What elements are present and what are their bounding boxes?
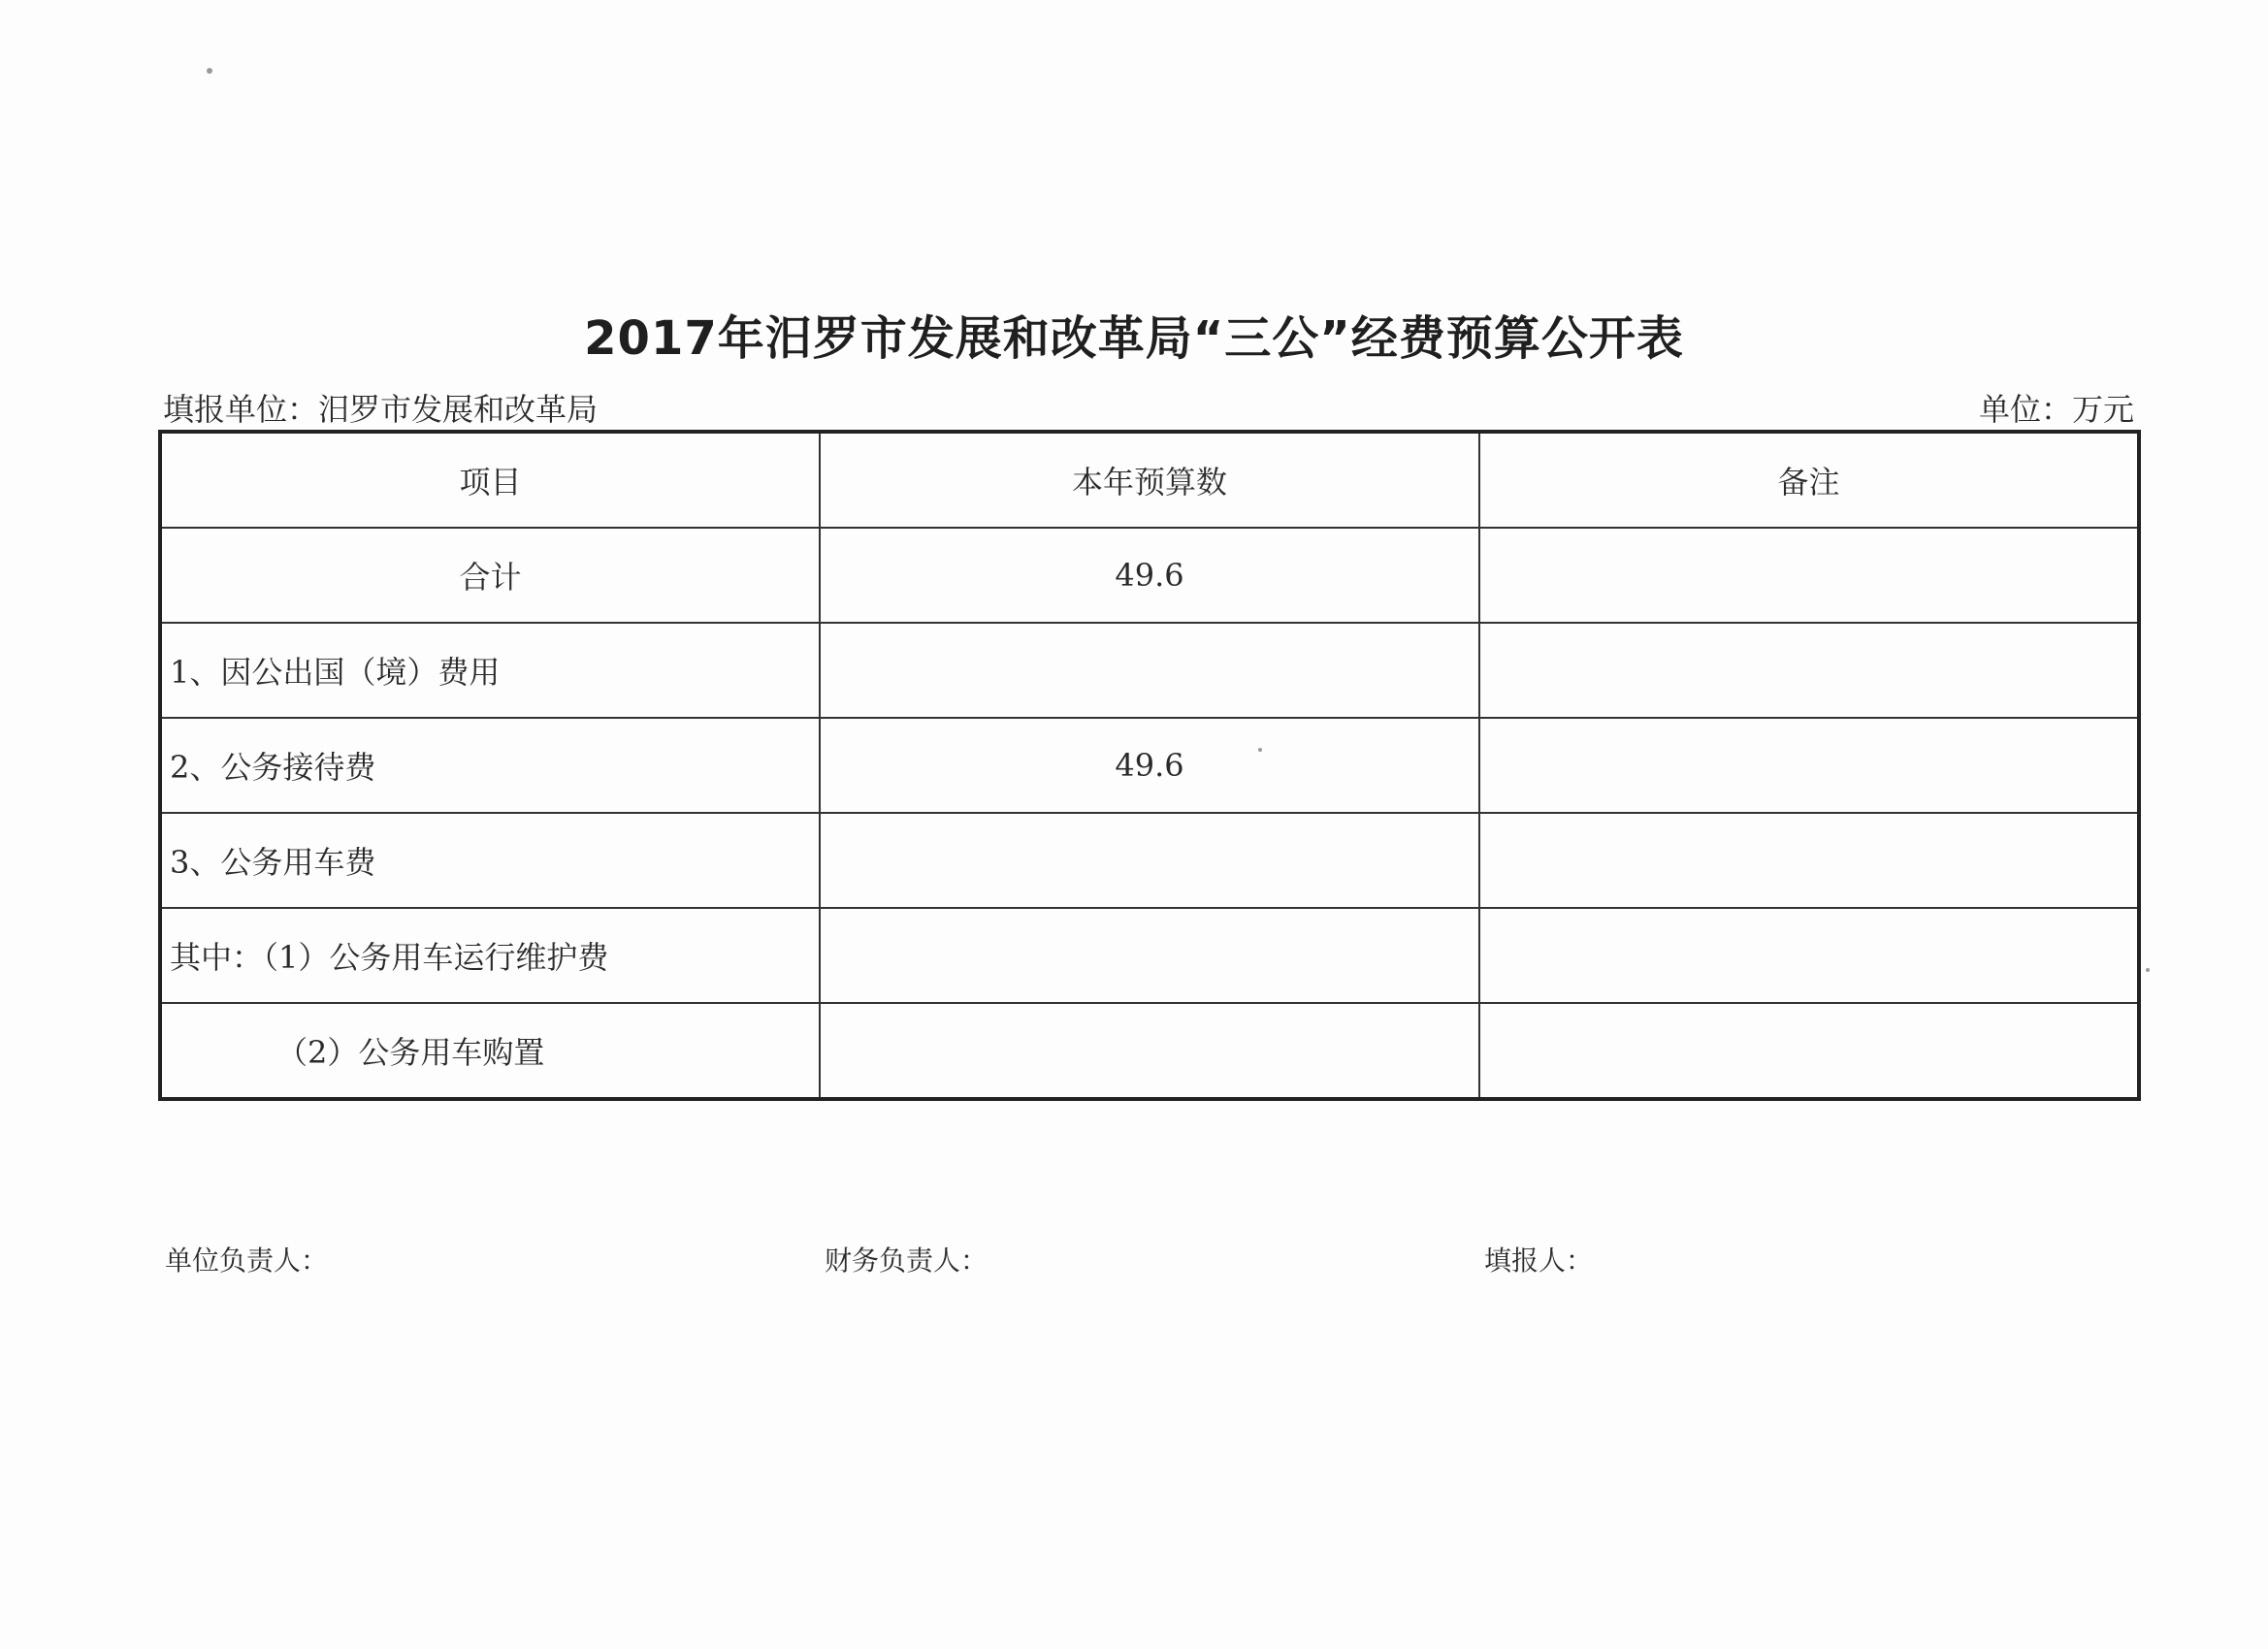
table-row: [160, 528, 2139, 623]
row-note: [1479, 908, 2139, 1003]
row-note: [1479, 623, 2139, 718]
header-note: 备注: [1479, 432, 2139, 528]
row-item: 3、公务用车费: [160, 813, 820, 908]
row-note: [1479, 1003, 2139, 1099]
table-row: [160, 813, 2139, 908]
row-value: [820, 908, 1479, 1003]
row-value: [820, 623, 1479, 718]
header-budget: 本年预算数: [820, 432, 1479, 528]
document-title: 2017年汨罗市发展和改革局“三公”经费预算公开表: [584, 311, 1684, 366]
row-value: [820, 813, 1479, 908]
budget-table: [158, 430, 2141, 1101]
row-item-total: 合计: [160, 528, 820, 623]
row-value: [820, 1003, 1479, 1099]
unit-label: 单位：万元: [1978, 391, 2134, 428]
table-row: [160, 623, 2139, 718]
row-item: 其中：（1）公务用车运行维护费: [160, 908, 820, 1003]
row-note: [1479, 813, 2139, 908]
filing-unit-label: 填报单位：汨罗市发展和改革局: [163, 391, 599, 428]
scan-speck: [2146, 968, 2150, 972]
header-item: 项目: [160, 432, 820, 528]
row-item: （2）公务用车购置: [160, 1003, 820, 1099]
row-note: [1479, 718, 2139, 813]
table-row: [160, 718, 2139, 813]
row-item: 2、公务接待费: [160, 718, 820, 813]
scan-speck: [207, 68, 212, 74]
row-item: 1、因公出国（境）费用: [160, 623, 820, 718]
table-row: [160, 1003, 2139, 1099]
row-value: 49.6: [820, 718, 1479, 813]
table-header-row: [160, 432, 2139, 528]
row-value: 49.6: [820, 528, 1479, 623]
filer-label: 填报人：: [1484, 1245, 1594, 1277]
finance-head-label: 财务负责人：: [825, 1245, 988, 1277]
row-note: [1479, 528, 2139, 623]
unit-head-label: 单位负责人：: [165, 1245, 329, 1277]
table-row: [160, 908, 2139, 1003]
